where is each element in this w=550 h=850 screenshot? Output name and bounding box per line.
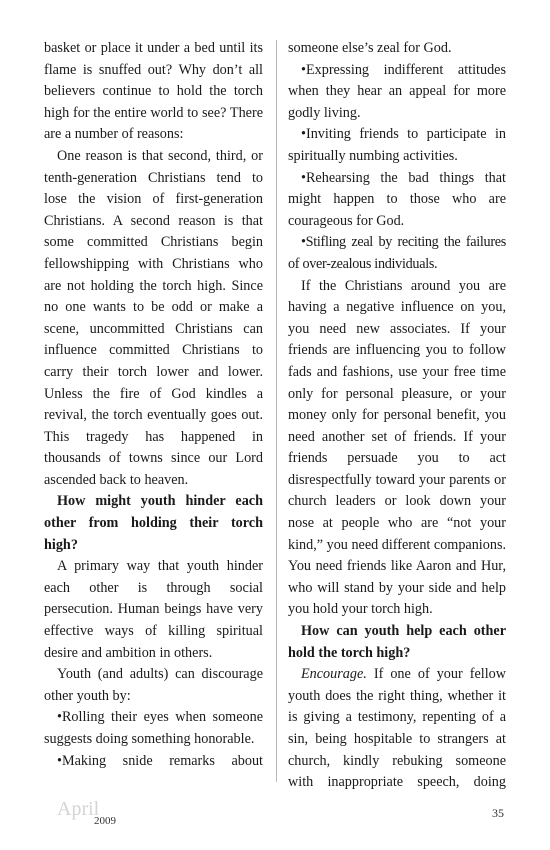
bullet-rehearsing-bad-things: •Rehearsing the bad things that might happen to those who are courageous for God. — [288, 169, 506, 229]
question-heading-hinder: How might youth hinder each other from holding their torch high? — [44, 493, 263, 553]
left-column — [44, 38, 263, 772]
paragraph-continuation: basket or place it under a bed until its flame is snuffed out? Why don’t all believers continue to hold the torch high for the entire world to see? There are a number of reasons: — [44, 40, 263, 143]
footer-month: April — [57, 798, 100, 820]
page-number: 35 — [492, 806, 504, 820]
footer-year: 2009 — [94, 815, 116, 827]
paragraph-social-persecution: A primary way that youth hinder each other is through social persecution. Human beings have very effective ways of killing spiritual desire and ambition in others. — [44, 558, 263, 661]
encourage-lead: Encourage. — [301, 666, 367, 683]
paragraph-encourage — [288, 664, 506, 794]
paragraph-reasons: One reason is that second, third, or tenth-generation Christians tend to lose the vision of first-generation Christians. A second reason is that some committed Christians begin fellowshipping with Christians who are not holding the torch high. Since no one wants to be odd or make a scene, uncommitted Christians can influence committed Christians to carry their torch lower and lower. Unless the fire of God kindles a revival, the torch eventually goes out. This tragedy has happened in thousands of towns since our Lord ascended back to heaven. — [44, 147, 263, 488]
encourage-text: If one of your fellow youth does the right thing, whether it is giving a testimony, repenting of a sin, being hospitable to strangers at church, kindly rebuking someone with inappropriate speech, doing — [288, 666, 506, 791]
bullet-snide-remarks: •Making snide remarks about — [57, 752, 263, 769]
bullet-rolling-eyes: •Rolling their eyes when someone suggests doing something honorable. — [44, 709, 263, 747]
paragraph-discourage-intro: Youth (and adults) can discourage other youth by: — [44, 666, 263, 704]
question-heading-help: How can youth help each other hold the torch high? — [288, 623, 506, 661]
bullet-stifling-zeal: •Stifling zeal by reciting the failures of over-zealous individuals. — [288, 234, 506, 272]
paragraph-new-associates: If the Christians around you are having a negative influence on you, you need new associates. If your friends are influencing you to follow fads and fashions, use your free time only for personal pleasure, or your money only for personal benefit, you need another set of friends. If your friends persuade you to act disrespectfully toward your parents or church leaders or look down your nose at people who are “not your kind,” you need different companions. You need friends like Aaron and Hur, who will stand by your side and help you hold your torch high. — [288, 277, 507, 618]
bullet-numbing-activities: •Inviting friends to participate in spiritually numbing activities. — [288, 126, 506, 164]
bullet-indifferent-attitudes: •Expressing indifferent attitudes when they hear an appeal for more godly living. — [288, 61, 506, 121]
paragraph-continuation-right: someone else’s zeal for God. — [288, 40, 452, 56]
column-divider — [276, 40, 277, 782]
right-column — [288, 38, 506, 794]
